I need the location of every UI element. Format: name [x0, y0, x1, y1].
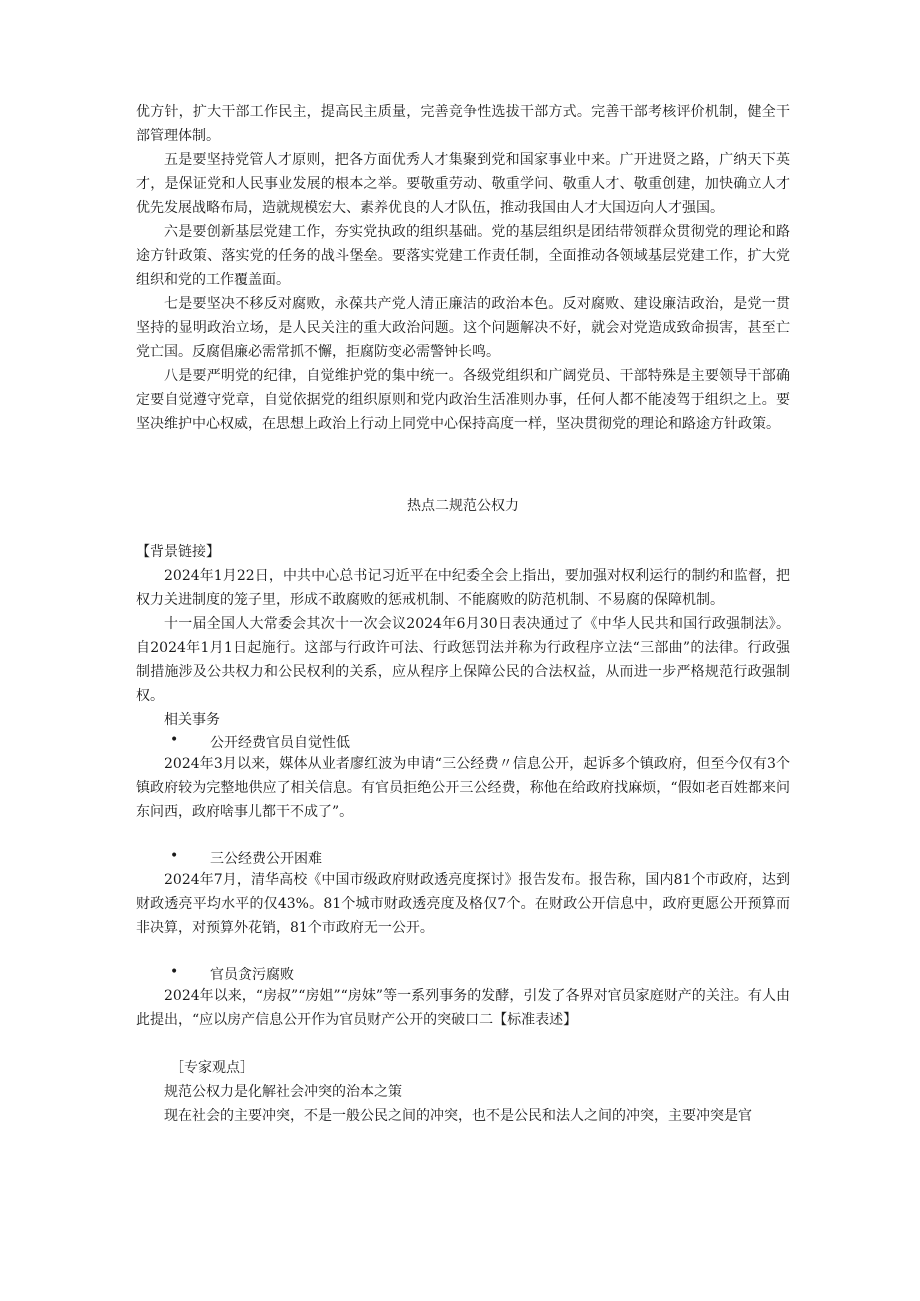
item-heading: 公开经费官员自觉性低	[210, 735, 350, 751]
expert-label: ［专家观点］	[170, 1060, 254, 1076]
item-heading: 三公经费公开困难	[210, 851, 322, 867]
paragraph: 优方针，扩大干部工作民主，提高民主质量，完善竞争性选拔干部方式。完善干部考核评价机制，健全干部管理体制。	[136, 104, 790, 144]
background-label: 【背景链接】	[136, 544, 220, 560]
bullet-marker: •	[170, 732, 179, 748]
paragraph: 七是要坚决不移反对腐败，永葆共产党人清正廉洁的政治本色。反对腐败、建设廉洁政治，是党一贯坚持的显明政治立场，是人民关注的重大政治问题。这个问题解决不好，就会对党造成致命损害，甚至亡党亡国。反腐倡廉必需常抓不懈，拒腐防变必需警钟长鸣。	[136, 296, 790, 360]
bullet-marker: •	[170, 848, 179, 864]
list-item-heading	[136, 732, 790, 752]
expert-text: 现在社会的主要冲突，不是一般公民之间的冲突，也不是公民和法人之间的冲突，主要冲突是官	[164, 1108, 752, 1124]
document-body	[136, 100, 790, 1128]
list-item-heading	[136, 964, 790, 984]
paragraph: 五是要坚持党管人才原则，把各方面优秀人才集聚到党和国家事业中来。广开进贤之路，广纳天下英才，是保证党和人民事业发展的根本之举。要敬重劳动、敬重学问、敬重人才、敬重创建，加快确立人才优先发展战略布局，造就规模宏大、素养优良的人才队伍，推动我国由人才大国迈向人才强国。	[136, 152, 790, 216]
related-label: 相关事务	[164, 712, 220, 728]
bullet-marker: •	[170, 964, 179, 980]
list-item-heading	[136, 848, 790, 868]
item-text: 2024年以来，“房叔”“房姐”“房妹”等一系列事务的发酵，引发了各界对官员家庭财产的关注。有人由此提出，“应以房产信息公开作为官员财产公开的突破口二【标准表述】	[136, 988, 790, 1028]
paragraph: 六是要创新基层党建工作，夯实党执政的组织基础。党的基层组织是团结带领群众贯彻党的理论和路途方针政策、落实党的任务的战斗堡垒。要落实党建工作责任制，全面推动各领域基层党建工作，扩大党组织和党的工作覆盖面。	[136, 224, 790, 288]
section-title: 热点二规范公权力	[407, 498, 519, 514]
paragraph: 十一届全国人大常委会其次十一次会议2024年6月30日表决通过了《中华人民共和国行政强制法》。自2024年1月1日起施行。这部与行政许可法、行政惩罚法并称为行政程序立法“三部曲”的法律。行政强制措施涉及公共权力和公民权利的关系，应从程序上保障公民的合法权益，从而进一步严格规范行政强制权。	[136, 616, 790, 704]
item-text: 2024年7月，清华高校《中国市级政府财政透亮度探讨》报告发布。报告称，国内81个市政府，达到财政透亮平均水平的仅43%。81个城市财政透亮度及格仅7个。在财政公开信息中，政府更愿公开预算而非决算，对预算外花销，81个市政府无一公开。	[136, 872, 790, 936]
item-heading: 官员贪污腐败	[210, 967, 294, 983]
paragraph: 八是要严明党的纪律，自觉维护党的集中统一。各级党组织和广阔党员、干部特殊是主要领导干部确定要自觉遵守党章，自觉依据党的组织原则和党内政治生活准则办事，任何人都不能凌驾于组织之上。要坚决维护中心权威，在思想上政治上行动上同党中心保持高度一样，坚决贯彻党的理论和路途方针政策。	[136, 368, 790, 432]
item-text: 2024年3月以来，媒体从业者廖红波为申请“三公经费〃信息公开，起诉多个镇政府，但至今仅有3个镇政府较为完整地供应了相关信息。有官员拒绝公开三公经费，称他在给政府找麻烦，“假如老百姓都来问东问西，政府啥事儿都干不成了”。	[136, 756, 790, 820]
expert-heading: 规范公权力是化解社会冲突的治本之策	[164, 1084, 402, 1100]
paragraph: 2024年1月22日，中共中心总书记习近平在中纪委全会上指出，要加强对权利运行的制约和监督，把权力关进制度的笼子里，形成不敢腐败的惩戒机制、不能腐败的防范机制、不易腐的保障机制。	[136, 568, 790, 608]
